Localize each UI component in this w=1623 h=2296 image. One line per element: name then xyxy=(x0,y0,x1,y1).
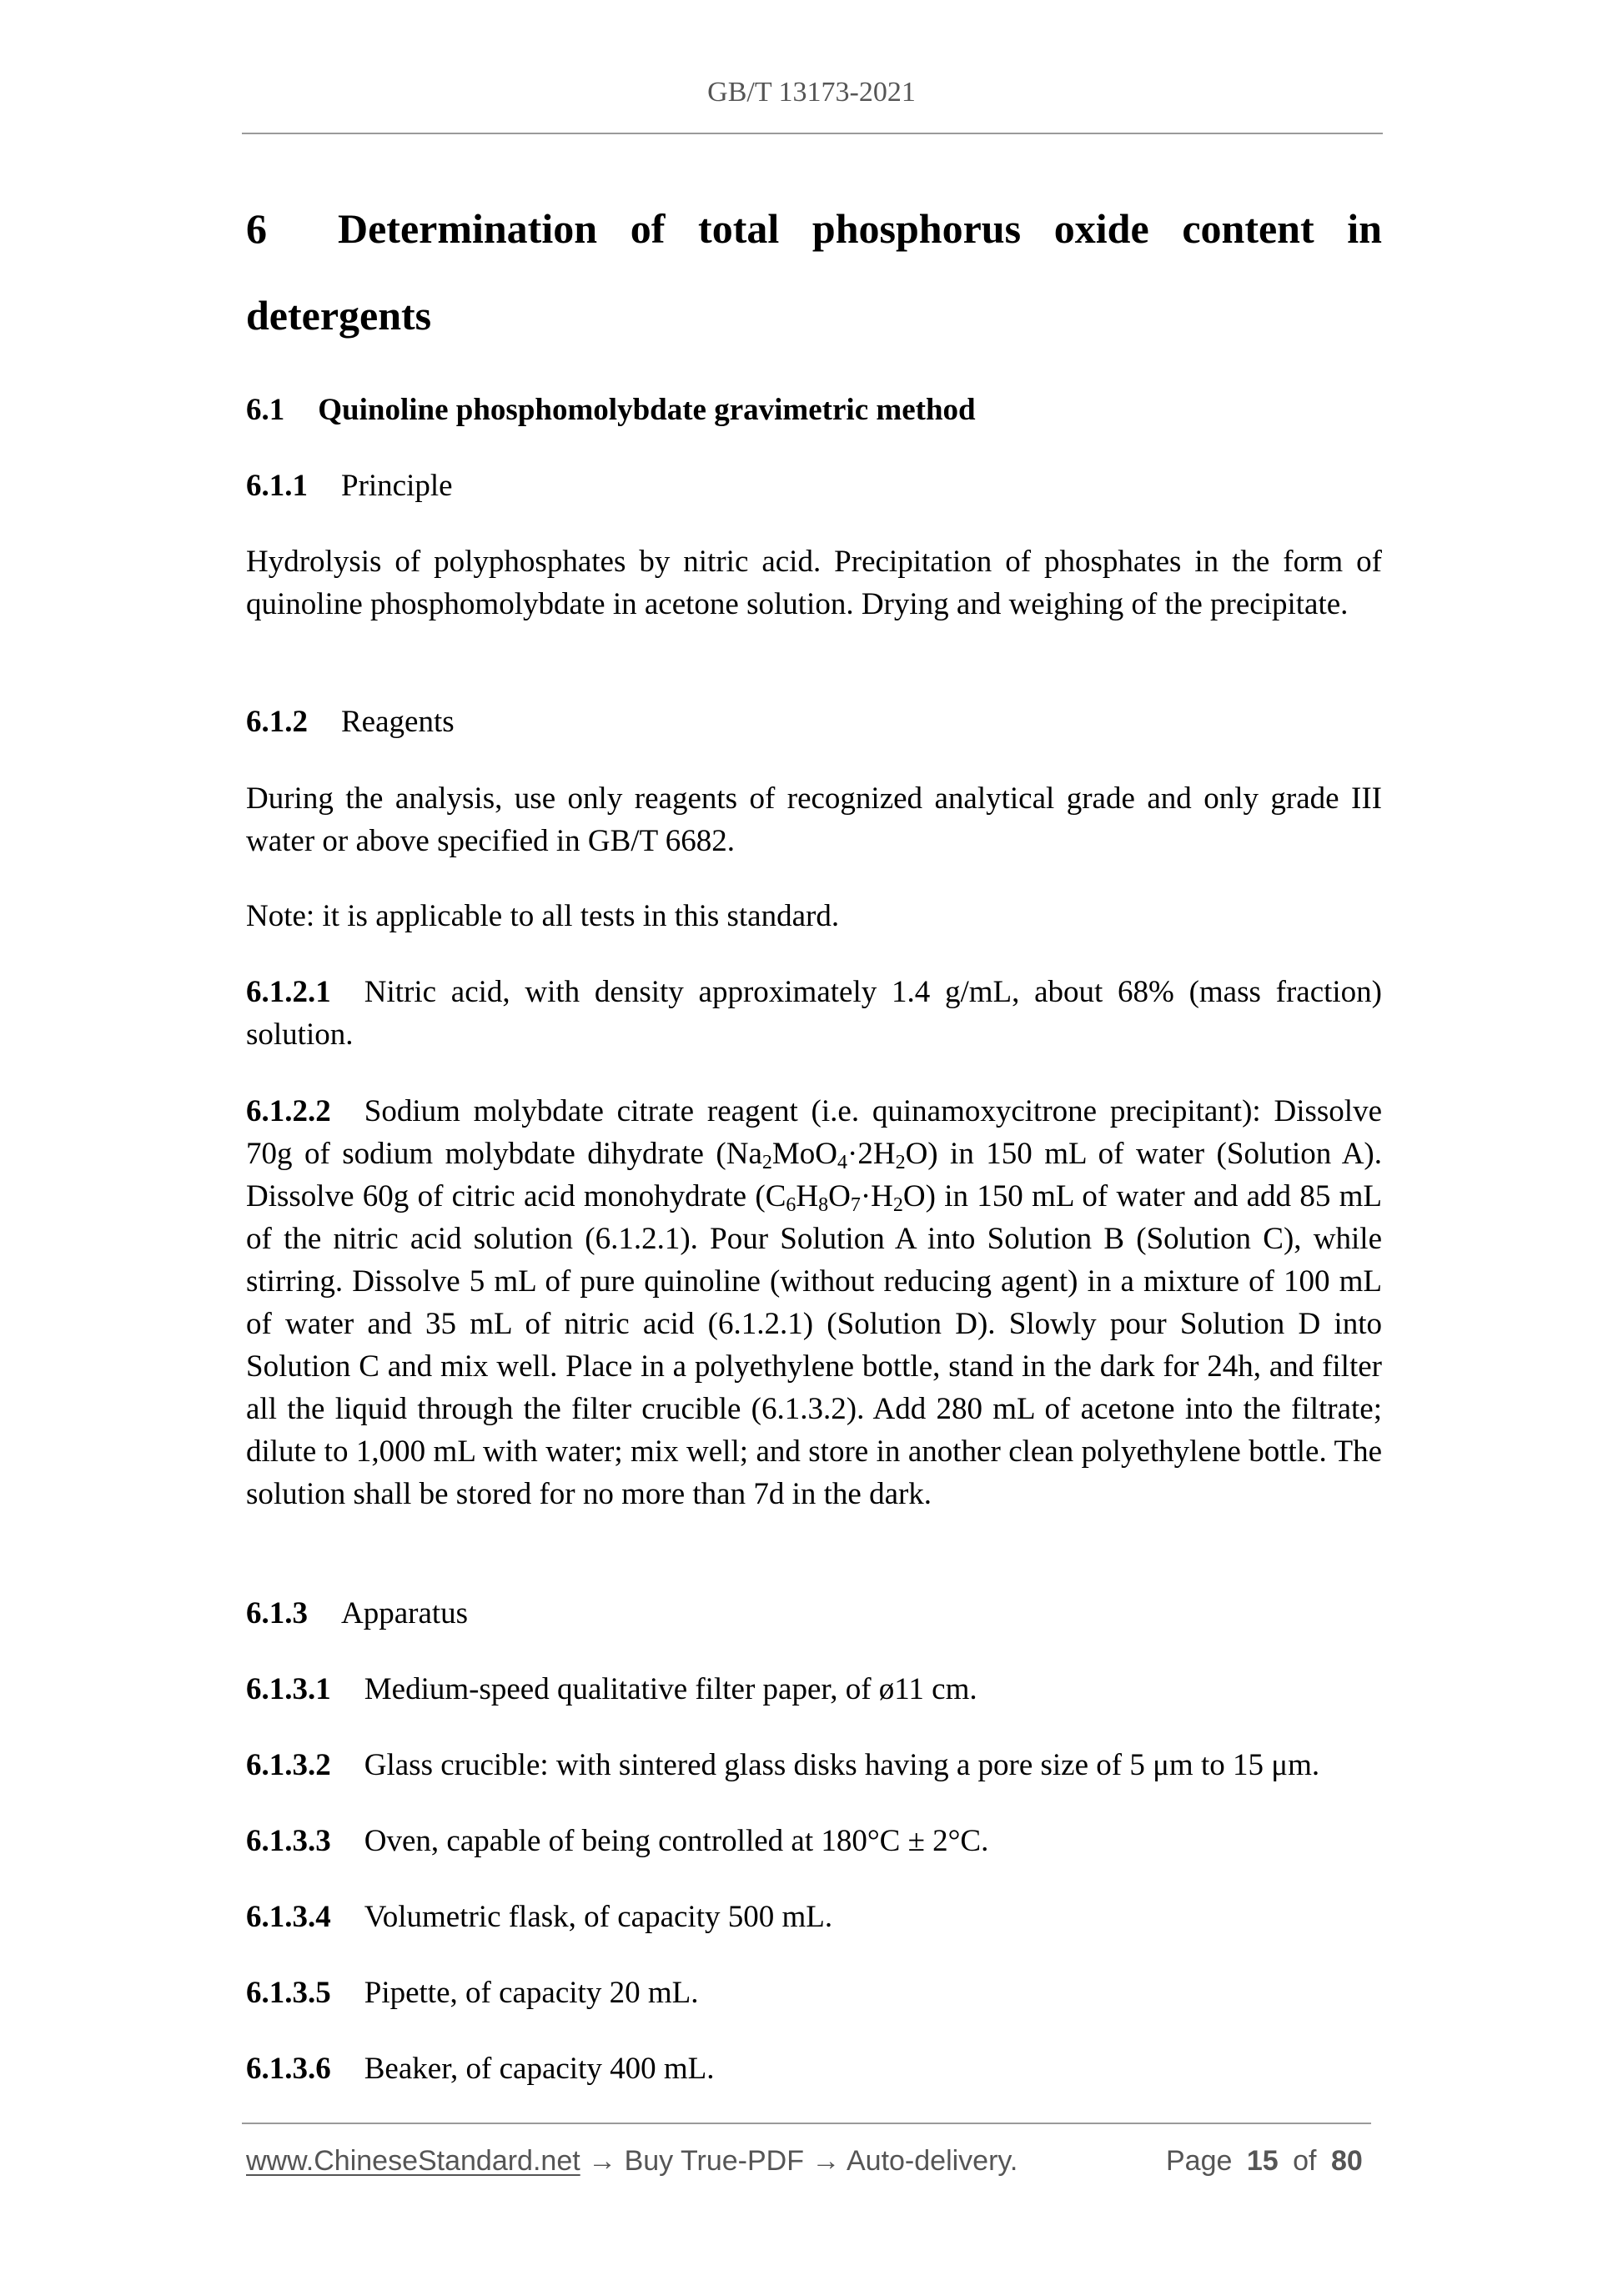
reagents-note: Note: it is applicable to all tests in this standard. xyxy=(246,899,840,933)
clause-heading-6-1-3 xyxy=(246,1592,1382,1635)
clause-number: 6.1.2.2 xyxy=(246,1094,331,1128)
clause-title: Apparatus xyxy=(341,1596,469,1630)
page-of-label: of xyxy=(1293,2145,1317,2177)
section-heading xyxy=(246,185,1382,359)
formula-subscript: 2 xyxy=(895,1152,906,1173)
apparatus-item xyxy=(246,1820,1382,1862)
section-heading-line1 xyxy=(246,185,1382,272)
item-number: 6.1.3.3 xyxy=(246,1824,331,1858)
item-text: Oven, capable of being controlled at 180°C ± 2°C. xyxy=(364,1824,989,1858)
item-number: 6.1.3.1 xyxy=(246,1672,331,1706)
clause-number: 6.1.3 xyxy=(246,1596,308,1630)
item-text: Medium-speed qualitative filter paper, of ø11 cm. xyxy=(364,1672,977,1706)
clause-title: Principle xyxy=(341,469,453,503)
item-text: Glass crucible: with sintered glass disks having a pore size of 5 μm to 15 μm. xyxy=(364,1748,1320,1782)
formula-subscript: 2 xyxy=(892,1194,903,1216)
item-number: 6.1.3.2 xyxy=(246,1748,331,1782)
page-label: Page xyxy=(1166,2145,1233,2177)
formula-text: MoO xyxy=(771,1137,838,1171)
subsection-heading-6-1 xyxy=(246,389,1382,431)
reagents-paragraph: During the analysis, use only reagents of recognized analytical grade and only grade III water or above specified in GB/T 6682. xyxy=(246,781,1382,858)
footer-promo-text: → Buy True-PDF → Auto-delivery. xyxy=(580,2145,1018,2177)
formula-subscript: 8 xyxy=(818,1194,829,1216)
clause-text: Nitric acid, with density approximately 1.4 g/mL, about 68% (mass fraction) solution. xyxy=(246,975,1382,1052)
subsection-number: 6.1 xyxy=(246,393,285,427)
clause-heading-6-1-2 xyxy=(246,701,1382,743)
footer-divider xyxy=(242,2123,1371,2124)
section-title-line2: detergents xyxy=(246,292,432,339)
formula-text: ·H xyxy=(860,1179,893,1213)
item-number: 6.1.3.5 xyxy=(246,1976,331,2010)
clause-title: Reagents xyxy=(341,705,455,739)
formula-subscript: 4 xyxy=(837,1152,848,1173)
formula-text: H xyxy=(796,1179,819,1213)
item-text: Volumetric flask, of capacity 500 mL. xyxy=(364,1900,833,1934)
header-divider xyxy=(242,133,1383,134)
formula-subscript: 7 xyxy=(850,1194,861,1216)
apparatus-item xyxy=(246,1896,1382,1938)
principle-paragraph: Hydrolysis of polyphosphates by nitric acid. Precipitation of phosphates in the form of quinoline phosphomolybdate in acetone solution. Drying and weighing of the precipitate. xyxy=(246,545,1382,621)
clause-6-1-2-2 xyxy=(246,1090,1382,1515)
clause-heading-6-1-1 xyxy=(246,465,1382,507)
apparatus-item xyxy=(246,1972,1382,2014)
clause-text-part2: O) in 150 mL of water (Solution A). Dissolve 60g of citric acid monohydrate (C xyxy=(246,1137,1382,1213)
formula-text: ·2H xyxy=(847,1137,896,1171)
section-number: 6 xyxy=(246,205,267,252)
clause-number: 6.1.1 xyxy=(246,469,308,503)
formula-subscript: 6 xyxy=(786,1194,796,1216)
apparatus-item xyxy=(246,1744,1382,1786)
clause-text-part3: O) in 150 mL of water and add 85 mL of the nitric acid solution (6.1.2.1). Pour Solution A into Solution B (Solution C), while stirring. Dissolve 5 mL of pure quinoline (without reducing agent) in a mixture of 100 mL of water and 35 mL of nitric acid (6.1.2.1) (Solution D). Slowly pour Solution D into Solution C and mix well. Place in a polyethylene bottle, stand in the dark for 24h, and filter all the liquid through the filter crucible (6.1.3.2). Add 280 mL of acetone into the filtrate; dilute to 1,000 mL with water; mix well; and store in another clean polyethylene bottle. The solution shall be stored for no more than 7d in the dark. xyxy=(246,1179,1382,1511)
clause-6-1-2-1 xyxy=(246,971,1382,1056)
clause-number: 6.1.2 xyxy=(246,705,308,739)
page-total: 80 xyxy=(1330,2145,1363,2177)
apparatus-item xyxy=(246,2047,1382,2090)
item-text: Beaker, of capacity 400 mL. xyxy=(364,2052,715,2086)
subsection-title: Quinoline phosphomolybdate gravimetric method xyxy=(318,393,976,427)
page-indicator xyxy=(1166,2145,1363,2178)
footer-promo xyxy=(246,2145,1018,2178)
formula-subscript: 2 xyxy=(761,1152,772,1173)
website-link[interactable]: www.ChineseStandard.net xyxy=(246,2145,580,2177)
item-number: 6.1.3.4 xyxy=(246,1900,331,1934)
formula-text: O xyxy=(828,1179,851,1213)
clause-number: 6.1.2.1 xyxy=(246,975,331,1009)
apparatus-item xyxy=(246,1668,1382,1711)
clause-text-part1: Sodium molybdate citrate reagent (i.e. quinamoxycitrone precipitant): Dissolve 70g of sodium molybdate dihydrate (Na xyxy=(246,1094,1382,1171)
item-number: 6.1.3.6 xyxy=(246,2052,331,2086)
page-current: 15 xyxy=(1246,2145,1279,2177)
document-id-header: GB/T 13173-2021 xyxy=(707,77,916,108)
item-text: Pipette, of capacity 20 mL. xyxy=(364,1976,699,2010)
section-title-line1: Determination of total phosphorus oxide content in xyxy=(338,205,1382,252)
